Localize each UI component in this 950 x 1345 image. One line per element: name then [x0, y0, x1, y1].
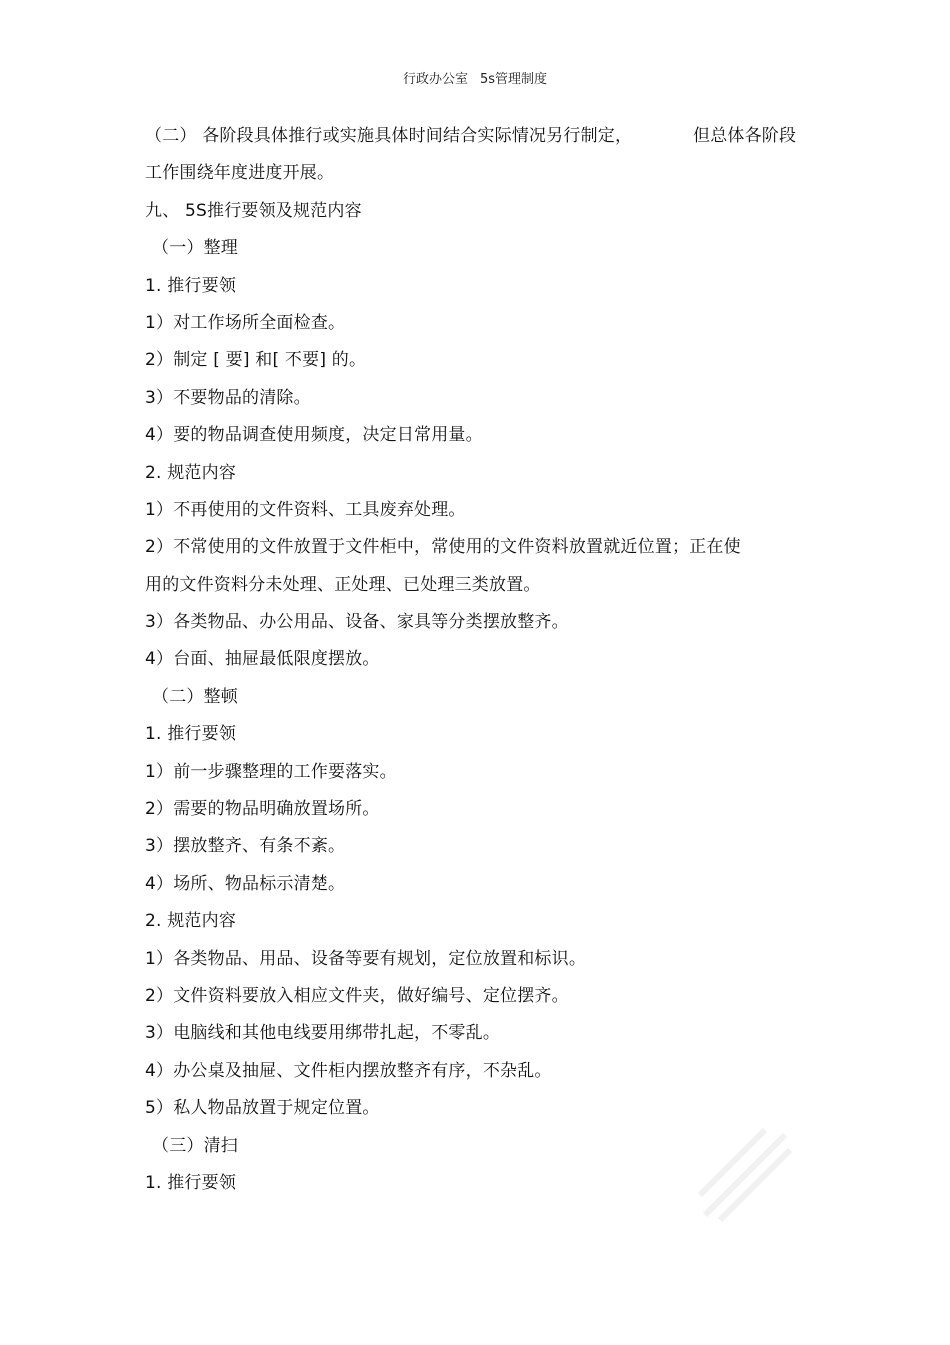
list-item: 2）不常使用的文件放置于文件柜中，常使用的文件资料放置就近位置；正在使: [145, 537, 741, 558]
list-item: 5）私人物品放置于规定位置。: [145, 1098, 380, 1119]
list-item: 2）制定 [ 要] 和[ 不要] 的。: [145, 350, 367, 371]
paragraph-line: 工作围绕年度进度开展。: [145, 163, 335, 184]
paragraph-text-left: （二） 各阶段具体推行或实施具体时间结合实际情况另行制定，: [145, 126, 633, 146]
list-item: 2）需要的物品明确放置场所。: [145, 799, 380, 820]
list-item: 3）摆放整齐、有条不紊。: [145, 836, 346, 857]
list-heading: 1. 推行要领: [145, 724, 237, 745]
section-heading: 九、 5S推行要领及规范内容: [145, 200, 362, 221]
header-department: 行政办公室: [402, 72, 468, 87]
document-body: [145, 121, 815, 1205]
list-item: 2）文件资料要放入相应文件夹，做好编号、定位摆齐。: [145, 985, 569, 1006]
list-item: 1）前一步骤整理的工作要落实。: [145, 761, 397, 782]
list-item: 3）各类物品、办公用品、设备、家具等分类摆放整齐。: [145, 612, 569, 633]
list-heading: 2. 规范内容: [145, 911, 237, 932]
list-item: 4）场所、物品标示清楚。: [145, 873, 346, 894]
list-item: 4）办公桌及抽屉、文件柜内摆放整齐有序，不杂乱。: [145, 1060, 552, 1081]
list-item: 4）要的物品调查使用频度，决定日常用量。: [145, 425, 483, 446]
list-heading: 2. 规范内容: [145, 462, 237, 483]
subsection-heading: （三）清扫: [152, 1135, 238, 1156]
list-item: 1）各类物品、用品、设备等要有规划，定位放置和标识。: [145, 948, 587, 969]
list-item: 4）台面、抽屉最低限度摆放。: [145, 649, 380, 670]
list-item: 1）不再使用的文件资料、工具废弃处理。: [145, 499, 466, 520]
header-title: 5s管理制度: [479, 72, 548, 87]
list-heading: 1. 推行要领: [145, 275, 237, 296]
paragraph-line: [145, 121, 815, 158]
subsection-heading: （一）整理: [152, 238, 238, 259]
subsection-heading: （二）整顿: [152, 686, 238, 707]
page-header: [0, 68, 950, 87]
paragraph-text-right: 但总体各阶段: [693, 126, 797, 146]
list-item: 3）不要物品的清除。: [145, 387, 311, 408]
list-item: 1）对工作场所全面检查。: [145, 312, 346, 333]
list-heading: 1. 推行要领: [145, 1172, 237, 1193]
list-item-continuation: 用的文件资料分未处理、正处理、已处理三类放置。: [145, 574, 541, 595]
list-item: 3）电脑线和其他电线要用绑带扎起，不零乱。: [145, 1023, 501, 1044]
faint-watermark: [690, 1120, 800, 1230]
